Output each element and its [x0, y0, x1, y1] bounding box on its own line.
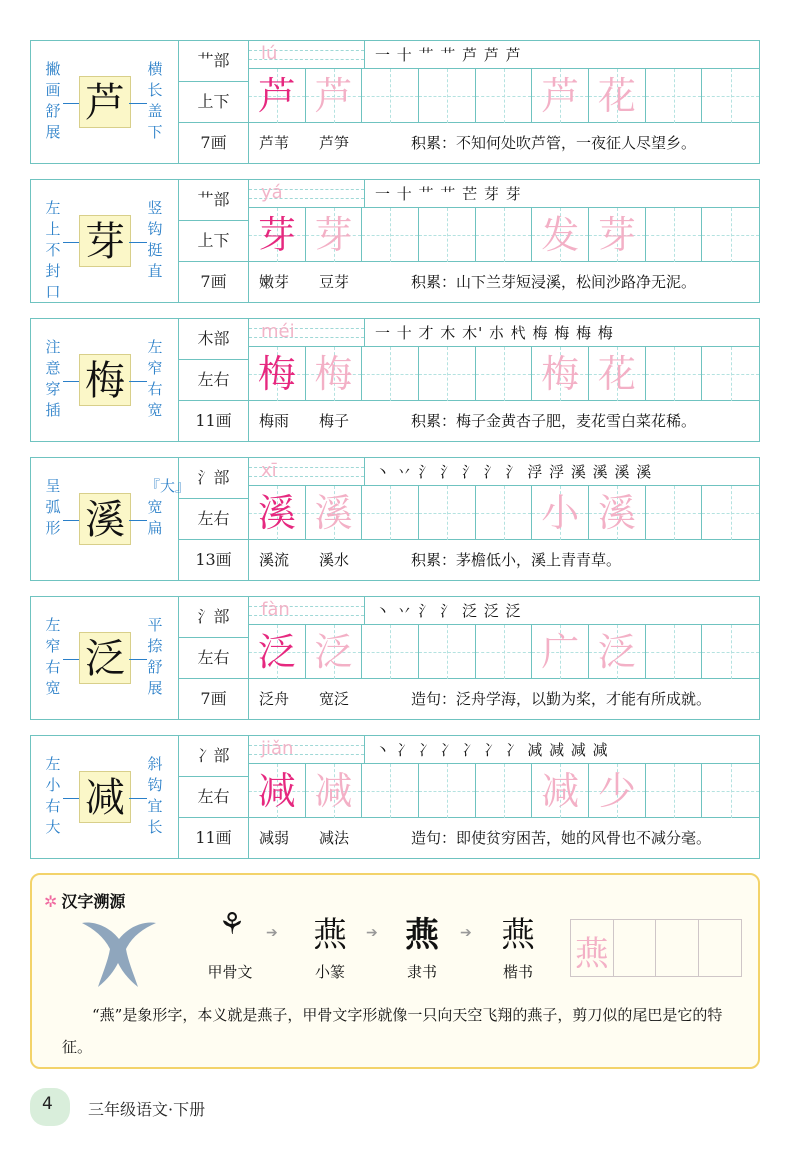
left-tip: 注意穿插: [45, 338, 61, 419]
arrow-icon: ➔: [366, 925, 378, 941]
stroke-count: 11画: [195, 828, 232, 847]
left-tip: 左小右大: [45, 755, 61, 836]
right-tip: 斜钩宜长: [147, 755, 163, 836]
page-number: 4: [42, 1094, 53, 1114]
right-tip: 竖钩挺直: [147, 199, 163, 280]
writing-cell[interactable]: 花: [589, 347, 646, 401]
writing-cell[interactable]: [476, 208, 533, 262]
writing-cell[interactable]: 泛: [249, 625, 306, 679]
character-guide: [31, 180, 179, 302]
writing-cell[interactable]: 溪: [249, 486, 306, 540]
word: 嫩芽: [259, 273, 290, 291]
word: 梅子: [319, 412, 350, 430]
pinyin: jiǎn: [261, 738, 294, 759]
character-card: [30, 179, 760, 303]
writing-cell[interactable]: 芦: [306, 69, 363, 123]
writing-grid: [249, 180, 759, 302]
stroke-count: 7画: [200, 689, 227, 708]
radical: 艹部: [179, 41, 248, 82]
writing-cell[interactable]: [419, 69, 476, 123]
accumulation-sentence: 积累：山下兰芽短浸溪，松间沙路净无泥。: [411, 273, 697, 291]
right-tip: 『大』宽扁: [145, 477, 191, 537]
character-guide: [31, 736, 179, 858]
writing-cell[interactable]: [646, 347, 703, 401]
main-character: 溪: [79, 493, 131, 545]
writing-cell[interactable]: 梅: [306, 347, 363, 401]
right-tip: 横长盖下: [147, 60, 163, 141]
writing-grid: [249, 319, 759, 441]
word: 减法: [319, 829, 350, 847]
character-info: [179, 319, 249, 441]
writing-cell[interactable]: [362, 764, 419, 818]
writing-cell[interactable]: [646, 486, 703, 540]
origin-title: ✲ 汉字溯源: [44, 892, 126, 911]
writing-cell[interactable]: 少: [589, 764, 646, 818]
structure: 左右: [179, 777, 248, 818]
main-character: 芦: [79, 76, 131, 128]
character-guide: [31, 41, 179, 163]
stroke-order: 丶 丷 氵 氵 泛 泛 泛: [375, 602, 522, 620]
stroke-order: 丶 丷 氵 氵 氵 氵 氵 浮 浮 溪 溪 溪 溪: [375, 463, 653, 481]
left-tip: 撇画舒展: [45, 60, 61, 141]
writing-cell[interactable]: 小: [532, 486, 589, 540]
character-origin-panel: [30, 873, 760, 1069]
radical: 冫部: [179, 736, 248, 777]
writing-cell[interactable]: 溪: [306, 486, 363, 540]
character-guide: [31, 458, 191, 580]
writing-cell[interactable]: [362, 486, 419, 540]
structure: 左右: [179, 638, 248, 679]
writing-cell[interactable]: 广: [532, 625, 589, 679]
writing-cell[interactable]: [419, 486, 476, 540]
word: 减弱: [259, 829, 290, 847]
accumulation-sentence: 造句：即使贫穷困苦，她的风骨也不减分毫。: [411, 829, 712, 847]
stroke-order: 一 十 才 木 木' 朩 杙 梅 梅 梅 梅: [375, 324, 614, 342]
stage-label: 小篆: [314, 963, 345, 981]
character-card: [30, 40, 760, 164]
word: 溪水: [319, 551, 350, 569]
character-info: [179, 597, 249, 719]
structure: 上下: [179, 82, 248, 123]
stroke-count: 13画: [195, 550, 232, 569]
writing-cell[interactable]: 溪: [589, 486, 646, 540]
word: 宽泛: [319, 690, 350, 708]
writing-cell[interactable]: [419, 625, 476, 679]
word: 梅雨: [259, 412, 290, 430]
writing-cell[interactable]: [362, 69, 419, 123]
right-tip: 平捺舒展: [147, 616, 163, 697]
arrow-icon: ➔: [266, 925, 278, 941]
pinyin-box: [249, 736, 365, 764]
left-tip: 左窄右宽: [45, 616, 61, 697]
clerical-glyph: 燕: [405, 915, 439, 955]
main-character: 泛: [79, 632, 131, 684]
writing-cell[interactable]: 泛: [306, 625, 363, 679]
writing-grid: [249, 458, 759, 580]
stroke-count: 7画: [200, 133, 227, 152]
pinyin-box: [249, 180, 365, 208]
writing-cell[interactable]: 发: [532, 208, 589, 262]
structure: 上下: [179, 221, 248, 262]
writing-cell[interactable]: [702, 764, 759, 818]
writing-cell[interactable]: [419, 764, 476, 818]
left-tip: 呈弧形: [45, 477, 61, 537]
left-tip: 左上不封口: [45, 199, 61, 301]
stroke-count: 7画: [200, 272, 227, 291]
pinyin: yá: [261, 182, 283, 203]
word: 泛舟: [259, 690, 290, 708]
writing-cell[interactable]: [419, 347, 476, 401]
writing-cell[interactable]: 减: [532, 764, 589, 818]
main-character: 芽: [79, 215, 131, 267]
stroke-count: 11画: [195, 411, 232, 430]
character-card: [30, 457, 760, 581]
writing-cell[interactable]: 减: [306, 764, 363, 818]
pinyin-box: [249, 319, 365, 347]
pinyin: xī: [261, 460, 277, 481]
writing-cell[interactable]: [702, 69, 759, 123]
character-info: [179, 180, 249, 302]
writing-cell[interactable]: 花: [589, 69, 646, 123]
stroke-order: 一 十 艹 艹 芦 芦 芦: [375, 46, 522, 64]
character-card: [30, 596, 760, 720]
main-character: 梅: [79, 354, 131, 406]
writing-cell[interactable]: 芦: [249, 69, 306, 123]
accumulation-sentence: 造句：泛舟学海，以勤为桨，才能有所成就。: [411, 690, 712, 708]
writing-cell[interactable]: [646, 764, 703, 818]
writing-cell[interactable]: [476, 764, 533, 818]
arrow-icon: ➔: [460, 925, 472, 941]
character-info: [179, 736, 249, 858]
radical: 氵部: [179, 597, 248, 638]
writing-cell[interactable]: [476, 347, 533, 401]
accumulation-sentence: 积累：不知何处吹芦管，一夜征人尽望乡。: [411, 134, 697, 152]
writing-cell[interactable]: 梅: [532, 347, 589, 401]
character-info: [179, 458, 249, 580]
regular-glyph: 燕: [501, 915, 535, 955]
structure: 左右: [179, 499, 248, 540]
writing-cell[interactable]: [362, 625, 419, 679]
stroke-order: 丶 冫 冫 冫 冫 冫 冫 减 减 减 减: [375, 741, 609, 759]
writing-cell[interactable]: [646, 208, 703, 262]
word: 溪流: [259, 551, 290, 569]
stroke-order: 一 十 艹 艹 芒 芽 芽: [375, 185, 522, 203]
writing-cell[interactable]: 梅: [249, 347, 306, 401]
writing-cell[interactable]: 泛: [589, 625, 646, 679]
writing-cell[interactable]: 芦: [532, 69, 589, 123]
writing-cell[interactable]: 芽: [589, 208, 646, 262]
writing-cell[interactable]: [362, 208, 419, 262]
accumulation-sentence: 积累：梅子金黄杏子肥，麦花雪白菜花稀。: [411, 412, 697, 430]
pinyin: méi: [261, 321, 295, 342]
writing-cell[interactable]: [476, 69, 533, 123]
radical: 木部: [179, 319, 248, 360]
writing-cell[interactable]: [702, 625, 759, 679]
character-guide: [31, 597, 179, 719]
origin-text: “燕”是象形字，本义就是燕子，甲骨文字形就像一只向天空飞翔的燕子，剪刀似的尾巴是它的特征。: [62, 1006, 723, 1056]
writing-cell[interactable]: 减: [249, 764, 306, 818]
writing-cell[interactable]: [419, 208, 476, 262]
writing-cell[interactable]: [702, 347, 759, 401]
writing-cell[interactable]: [646, 625, 703, 679]
word: 芦笋: [319, 134, 350, 152]
writing-cell[interactable]: [702, 486, 759, 540]
pinyin: lú: [261, 43, 278, 64]
writing-cell[interactable]: [476, 486, 533, 540]
writing-cell[interactable]: 芽: [249, 208, 306, 262]
stage-label: 楷书: [502, 963, 533, 981]
practice-grid: 燕: [570, 919, 742, 977]
writing-grid: [249, 736, 759, 858]
book-title: 三年级语文·下册: [88, 1100, 206, 1119]
swallow-icon: [80, 919, 158, 989]
writing-cell[interactable]: 芽: [306, 208, 363, 262]
character-card: [30, 735, 760, 859]
writing-grid: [249, 41, 759, 163]
pinyin-box: [249, 41, 365, 69]
main-character: 减: [79, 771, 131, 823]
word: 芦苇: [259, 134, 290, 152]
pinyin-box: [249, 597, 365, 625]
seal-glyph: 燕: [313, 915, 347, 955]
writing-cell[interactable]: [362, 347, 419, 401]
word: 豆芽: [319, 273, 350, 291]
writing-cell[interactable]: [646, 69, 703, 123]
oracle-glyph: ⚘: [218, 907, 246, 942]
radical: 艹部: [179, 180, 248, 221]
structure: 左右: [179, 360, 248, 401]
pinyin-box: [249, 458, 365, 486]
stage-label: 甲骨文: [207, 963, 253, 981]
writing-cell[interactable]: [702, 208, 759, 262]
character-card: [30, 318, 760, 442]
writing-cell[interactable]: [476, 625, 533, 679]
stage-label: 隶书: [406, 963, 437, 981]
pinyin: fàn: [261, 599, 290, 620]
character-info: [179, 41, 249, 163]
right-tip: 左窄右宽: [147, 338, 163, 419]
accumulation-sentence: 积累：茅檐低小，溪上青青草。: [411, 551, 622, 569]
radical: 氵部: [179, 458, 248, 499]
writing-grid: [249, 597, 759, 719]
character-guide: [31, 319, 179, 441]
